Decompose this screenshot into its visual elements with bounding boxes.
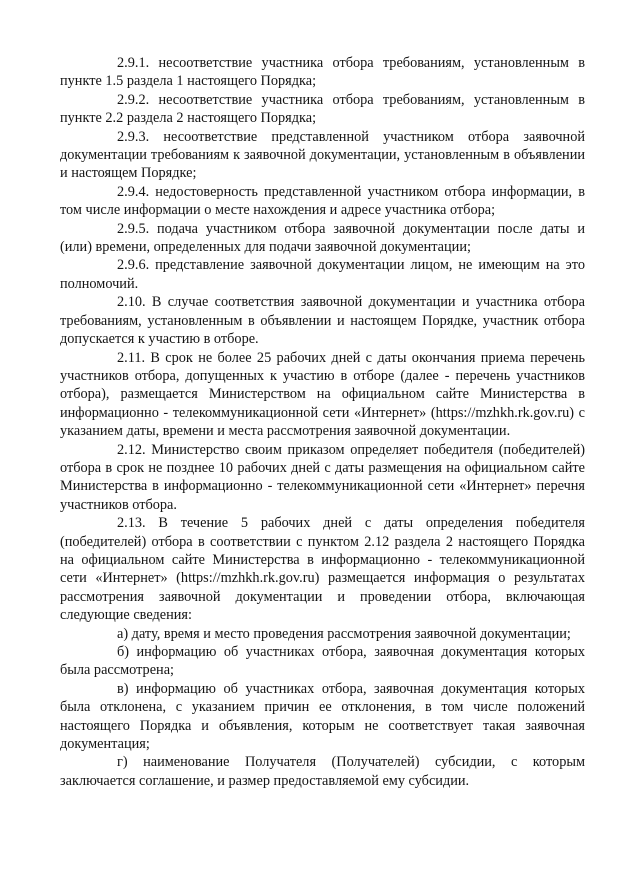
clause-2-9-6: 2.9.6. представление заявочной документации лицом, не имеющим на это полномочий.	[60, 257, 585, 292]
clause-2-10: 2.10. В случае соответствия заявочной документации и участника отбора требованиям, установленным в объявлении и настоящем Порядке, участник отбора допускается к участию в отборе.	[60, 294, 585, 348]
clause-2-9-5: 2.9.5. подача участником отбора заявочной документации после даты и (или) времени, определенных для подачи заявочной документации;	[60, 220, 585, 256]
clause-2-9-3: 2.9.3. несоответствие представленной участником отбора заявочной документации требованиям к заявочной документации, установленным в объявлении и настоящем Порядке;	[60, 128, 585, 182]
clause-2-13-g: г) наименование Получателя (Получателей) субсидии, с которым заключается соглашение, и размер предоставляемой ему субсидии.	[60, 754, 585, 789]
clause-2-13-b: б) информацию об участниках отбора, заявочная документация которых была рассмотрена;	[60, 644, 585, 679]
clause-2-11: 2.11. В срок не более 25 рабочих дней с даты окончания приема перечень участников отбора, допущенных к участию в отборе (далее - перечень участников отбора), размещается Министерством на официальном сайте Министерства в информационно - телекоммуникационной сети «Интернет» (https://mzhkh.rk.gov.ru) с указанием даты, времени и места рассмотрения заявочной документации.	[60, 349, 585, 440]
clause-2-13: 2.13. В течение 5 рабочих дней с даты определения победителя (победителей) отбора в соответствии с пунктом 2.12 раздела 2 настоящего Порядка на официальном сайте Министерства в информационно - телекоммуникационной сети «Интернет» (https://mzhkh.rk.gov.ru) размещается информация о результатах рассмотрения заявочной документации и проведении отбора, включающая следующие сведения:	[60, 515, 585, 624]
clause-2-9-2: 2.9.2. несоответствие участника отбора требованиям, установленным в пункте 2.2 раздела 2 настоящего Порядка;	[60, 91, 585, 127]
clause-2-13-v: в) информацию об участниках отбора, заявочная документация которых была отклонена, с указанием причин ее отклонения, в том числе положений настоящего Порядка и объявления, которым не соответствует такая заявочная документация;	[60, 680, 585, 753]
clause-2-9-1: 2.9.1. несоответствие участника отбора требованиям, установленным в пункте 1.5 раздела 1 настоящего Порядка;	[60, 55, 585, 90]
clause-2-13-a: а) дату, время и место проведения рассмотрения заявочной документации;	[117, 625, 571, 642]
document-body	[60, 54, 585, 790]
clause-2-9-4: 2.9.4. недостоверность представленной участником отбора информации, в том числе информации о месте нахождения и адресе участника отбора;	[60, 183, 585, 219]
clause-2-12: 2.12. Министерство своим приказом определяет победителя (победителей) отбора в срок не позднее 10 рабочих дней с даты размещения на официальном сайте Министерства в информационно - телекоммуникационной сети «Интернет» перечня участников отбора.	[60, 441, 585, 513]
